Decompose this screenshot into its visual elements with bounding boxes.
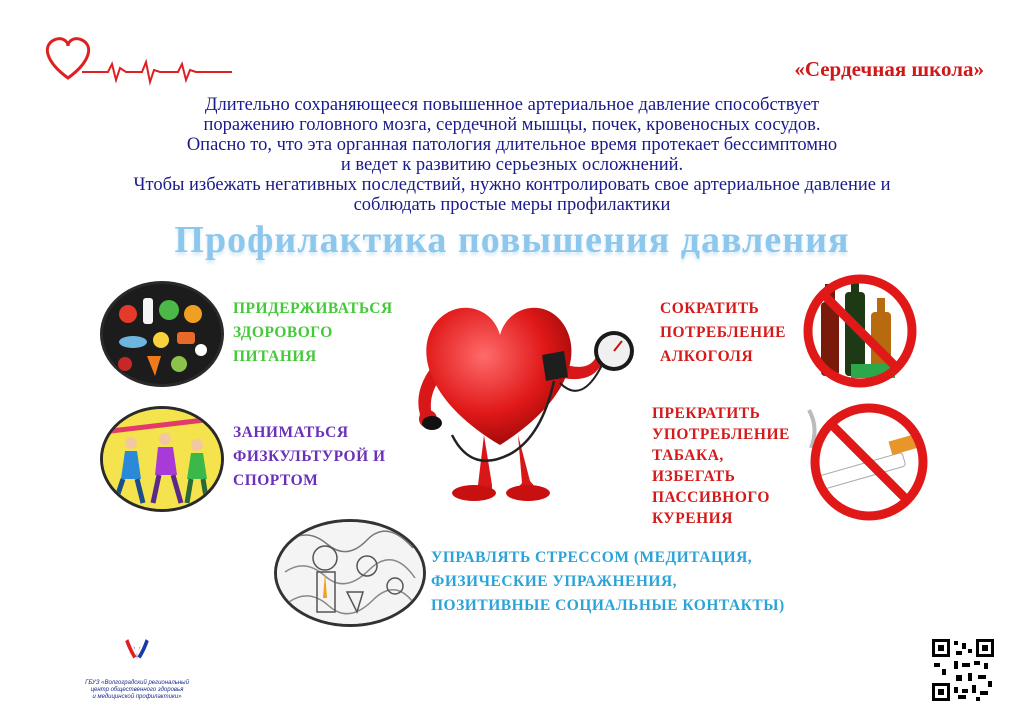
rec-line: ПИТАНИЯ: [233, 348, 317, 365]
intro-line: Длительно сохраняющееся повышенное артериальное давление способствует: [204, 95, 820, 115]
rec-line: ЗДОРОВОГО: [233, 324, 333, 341]
rec-line: ЗАНИМАТЬСЯ: [233, 424, 349, 441]
page-title: Профилактика повышения давления: [174, 219, 850, 261]
rec-line: ИЗБЕГАТЬ: [652, 468, 736, 485]
rec-line: ФИЗИЧЕСКИЕ УПРАЖНЕНИЯ,: [431, 573, 678, 590]
rec-line: ТАБАКА,: [652, 447, 724, 464]
rec-line: ПОЗИТИВНЫЕ СОЦИАЛЬНЫЕ КОНТАКТЫ): [431, 597, 785, 614]
rec-alcohol: [660, 297, 786, 369]
intro-line: поражению головного мозга, сердечной мышцы, почек, кровеносных сосудов.: [203, 115, 821, 135]
rec-line: ПРЕКРАТИТЬ: [652, 405, 761, 422]
rec-line: СПОРТОМ: [233, 472, 319, 489]
rec-line: ФИЗКУЛЬТУРОЙ И: [233, 448, 386, 465]
rec-line: СОКРАТИТЬ: [660, 300, 760, 317]
sport-icon: [100, 406, 224, 512]
rec-line: АЛКОГОЛЯ: [660, 348, 754, 365]
intro-line: Опасно то, что эта органная патология длительное время протекает бессимптомно: [186, 135, 838, 155]
rec-tobacco: [652, 403, 790, 529]
rec-healthy-food: [233, 297, 393, 369]
qr-code-icon[interactable]: [930, 637, 996, 703]
rec-sport: [233, 421, 386, 493]
organization-logo-icon: [62, 636, 212, 682]
no-smoking-icon: [805, 398, 933, 526]
intro-text: [40, 95, 984, 215]
stress-icon: [274, 519, 426, 627]
intro-line: и ведет к развитию серьезных осложнений.: [340, 155, 684, 175]
no-alcohol-icon: [801, 272, 919, 390]
rec-line: ПРИДЕРЖИВАТЬСЯ: [233, 300, 393, 317]
heart-pulse-logo-icon: [38, 28, 238, 98]
rec-line: КУРЕНИЯ: [652, 510, 733, 527]
caption-line: ГБУЗ «Волгоградский региональный: [85, 680, 189, 686]
school-label: «Сердечная школа»: [794, 57, 984, 81]
healthy-food-icon: [100, 281, 224, 387]
organization-caption: [62, 680, 212, 701]
intro-line: соблюдать простые меры профилактики: [353, 195, 671, 215]
rec-line: УПОТРЕБЛЕНИЕ: [652, 426, 790, 443]
rec-line: ПАССИВНОГО: [652, 489, 770, 506]
caption-line: центр общественного здоровья: [90, 687, 184, 693]
caption-line: и медицинской профилактики»: [92, 694, 182, 700]
heart-tonometer-icon: [392, 285, 640, 520]
rec-stress: [431, 546, 785, 618]
intro-line: Чтобы избежать негативных последствий, нужно контролировать свое артериальное давление и: [133, 175, 891, 195]
rec-line: УПРАВЛЯТЬ СТРЕССОМ (МЕДИТАЦИЯ,: [431, 549, 753, 566]
rec-line: ПОТРЕБЛЕНИЕ: [660, 324, 786, 341]
